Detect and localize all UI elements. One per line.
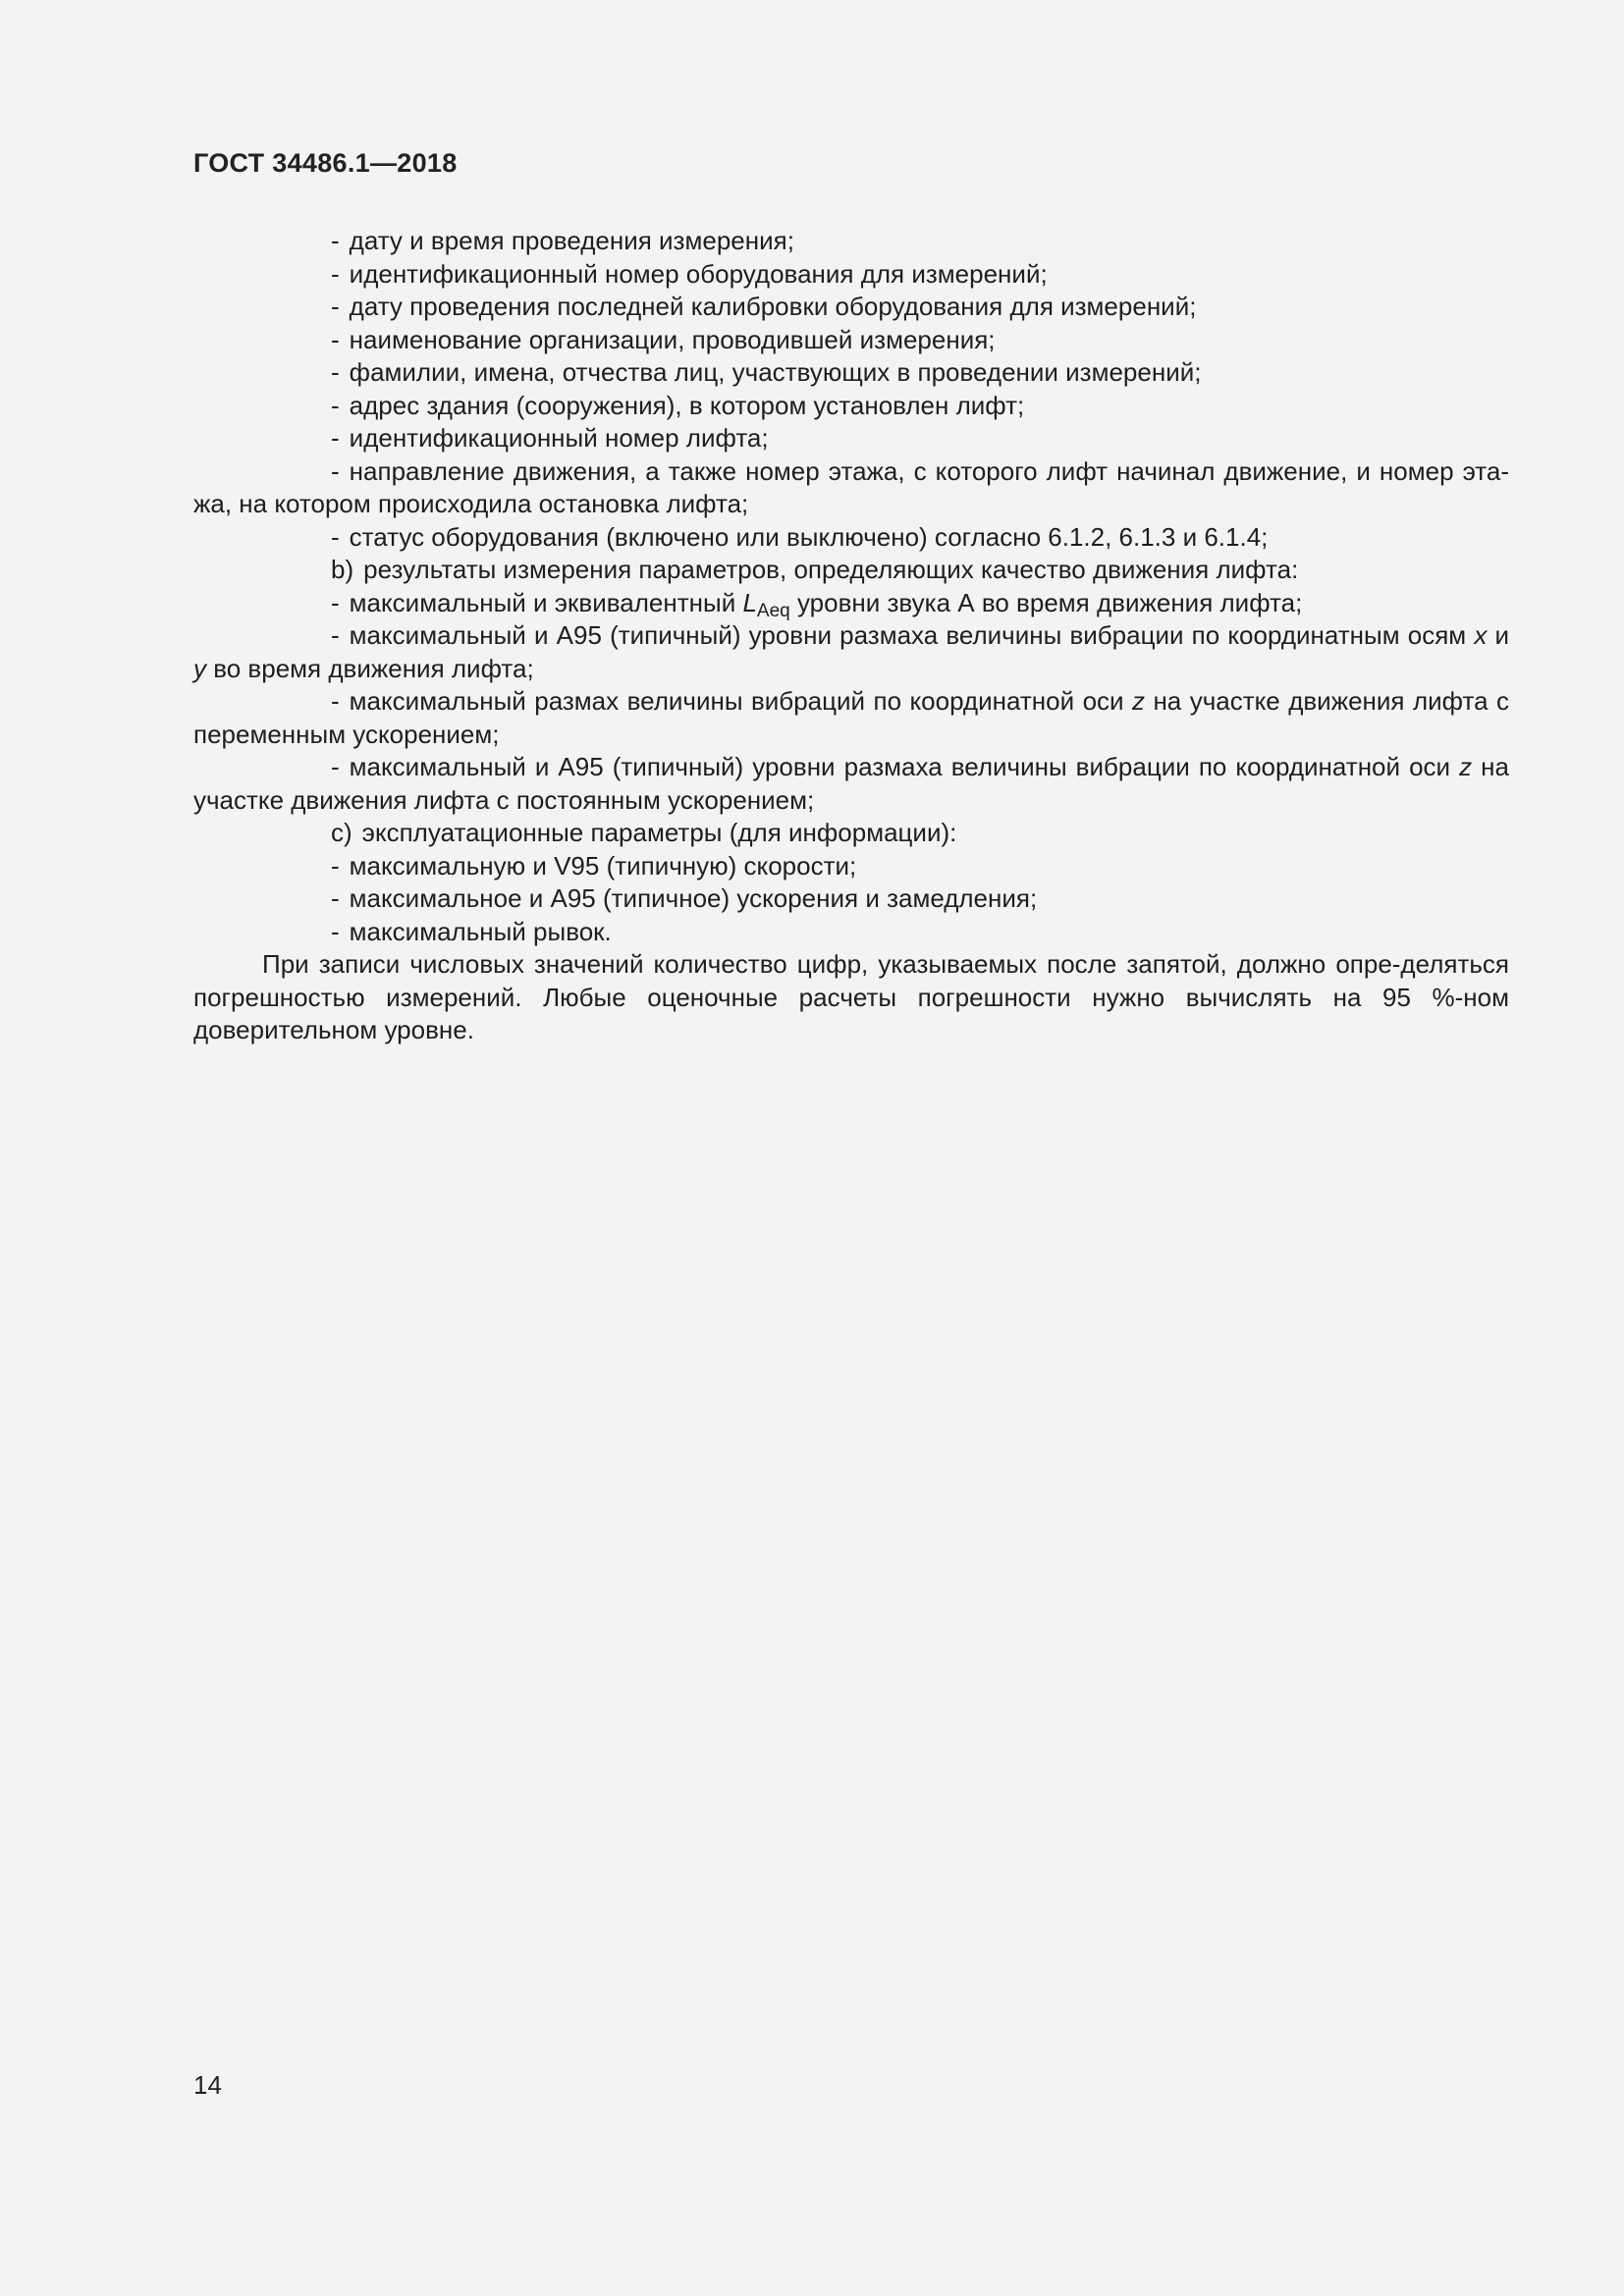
document-header: ГОСТ 34486.1—2018: [193, 148, 458, 178]
axis-y: y: [193, 653, 206, 683]
list-item-vibration-z-constant: [193, 751, 1509, 817]
section-marker: c): [331, 818, 352, 847]
list-item: [193, 390, 1509, 423]
text-run: уровни звука А во время движения лифта;: [789, 587, 1303, 617]
list-item-vibration-xy: [193, 619, 1509, 685]
list-item-text: адрес здания (сооружения), в котором установлен лифт;: [349, 390, 1025, 420]
list-dash: -: [331, 752, 340, 781]
list-item: [193, 455, 1509, 521]
list-dash: -: [331, 850, 340, 881]
list-item-text: максимальный рывок.: [349, 916, 612, 946]
section-text: результаты измерения параметров, определяющих качество движения лифта:: [363, 555, 1299, 584]
list-item: [193, 291, 1509, 324]
text-run: максимальный размах величины вибраций по координатной оси: [349, 686, 1132, 716]
page-number: 14: [193, 2070, 222, 2100]
list-item-sound: [193, 587, 1509, 620]
text-run: во время движения лифта;: [206, 653, 534, 683]
list-dash: -: [331, 455, 340, 486]
text-run: на участке движения лифта с переменным ускорением;: [193, 686, 1509, 749]
list-dash: -: [331, 620, 340, 650]
list-dash: -: [331, 686, 340, 716]
axis-x: x: [1474, 620, 1488, 650]
text-run: максимальный и А95 (типичный) уровни размаха величины вибрации по координатным осям: [349, 620, 1475, 650]
list-item-text: максимальную и V95 (типичную) скорости;: [349, 850, 857, 881]
text-run: и: [1487, 620, 1510, 650]
list-item-text: наименование организации, проводившей измерения;: [349, 324, 996, 354]
list-item-vibration-z-variable: [193, 685, 1509, 751]
axis-z: z: [1459, 752, 1473, 781]
list-item-text: максимальное и А95 (типичное) ускорения и замедления;: [349, 883, 1038, 913]
list-item-text: идентификационный номер оборудования для измерений;: [349, 258, 1048, 289]
list-item: [193, 521, 1509, 555]
list-item: [193, 882, 1509, 916]
list-dash: -: [331, 357, 340, 387]
list-dash: -: [331, 883, 340, 913]
list-item: [193, 916, 1509, 949]
list-item-text: дату и время проведения измерения;: [349, 226, 794, 255]
document-body: [193, 225, 1509, 1047]
symbol-L: L: [742, 587, 757, 617]
axis-z: z: [1132, 686, 1145, 716]
list-dash: -: [331, 226, 340, 255]
list-item: [193, 324, 1509, 357]
section-marker: b): [331, 555, 354, 584]
list-item-text: идентификационный номер лифта;: [349, 423, 769, 453]
list-dash: -: [331, 587, 340, 617]
list-item-text: статус оборудования (включено или выключено) согласно 6.1.2, 6.1.3 и 6.1.4;: [349, 521, 1269, 552]
subscript-aeq: Aeq: [756, 600, 790, 621]
text-run: на участке движения лифта с постоянным ускорением;: [193, 752, 1509, 815]
section-b-heading: [193, 554, 1509, 587]
list-dash: -: [331, 423, 340, 453]
list-item-text: дату проведения последней калибровки оборудования для измерений;: [349, 292, 1197, 321]
list-item: [193, 850, 1509, 883]
list-item: [193, 258, 1509, 292]
list-item: [193, 422, 1509, 455]
list-item: [193, 356, 1509, 390]
list-dash: -: [331, 390, 340, 420]
list-item: [193, 225, 1509, 258]
list-dash: -: [331, 292, 340, 321]
section-text: эксплуатационные параметры (для информации):: [361, 818, 957, 847]
list-item-text: фамилии, имена, отчества лиц, участвующих в проведении измерений;: [349, 357, 1202, 387]
text-run: максимальный и эквивалентный: [349, 587, 743, 617]
list-dash: -: [331, 324, 340, 354]
list-dash: -: [331, 916, 340, 946]
text-run: максимальный и А95 (типичный) уровни размаха величины вибрации по координатной оси: [349, 752, 1460, 781]
section-c-heading: [193, 817, 1509, 850]
list-item-text: направление движения, а также номер этажа, с которого лифт начинал движение, и номер эта-жа, на котором происходила остановка лифта;: [193, 455, 1509, 518]
list-dash: -: [331, 521, 340, 552]
list-dash: -: [331, 258, 340, 289]
closing-paragraph: При записи числовых значений количество цифр, указываемых после запятой, должно опре-деляться погрешностью измерений. Любые оценочные расчеты погрешности нужно вычислять на 95 %-ном доверительном уровне.: [193, 949, 1509, 1044]
